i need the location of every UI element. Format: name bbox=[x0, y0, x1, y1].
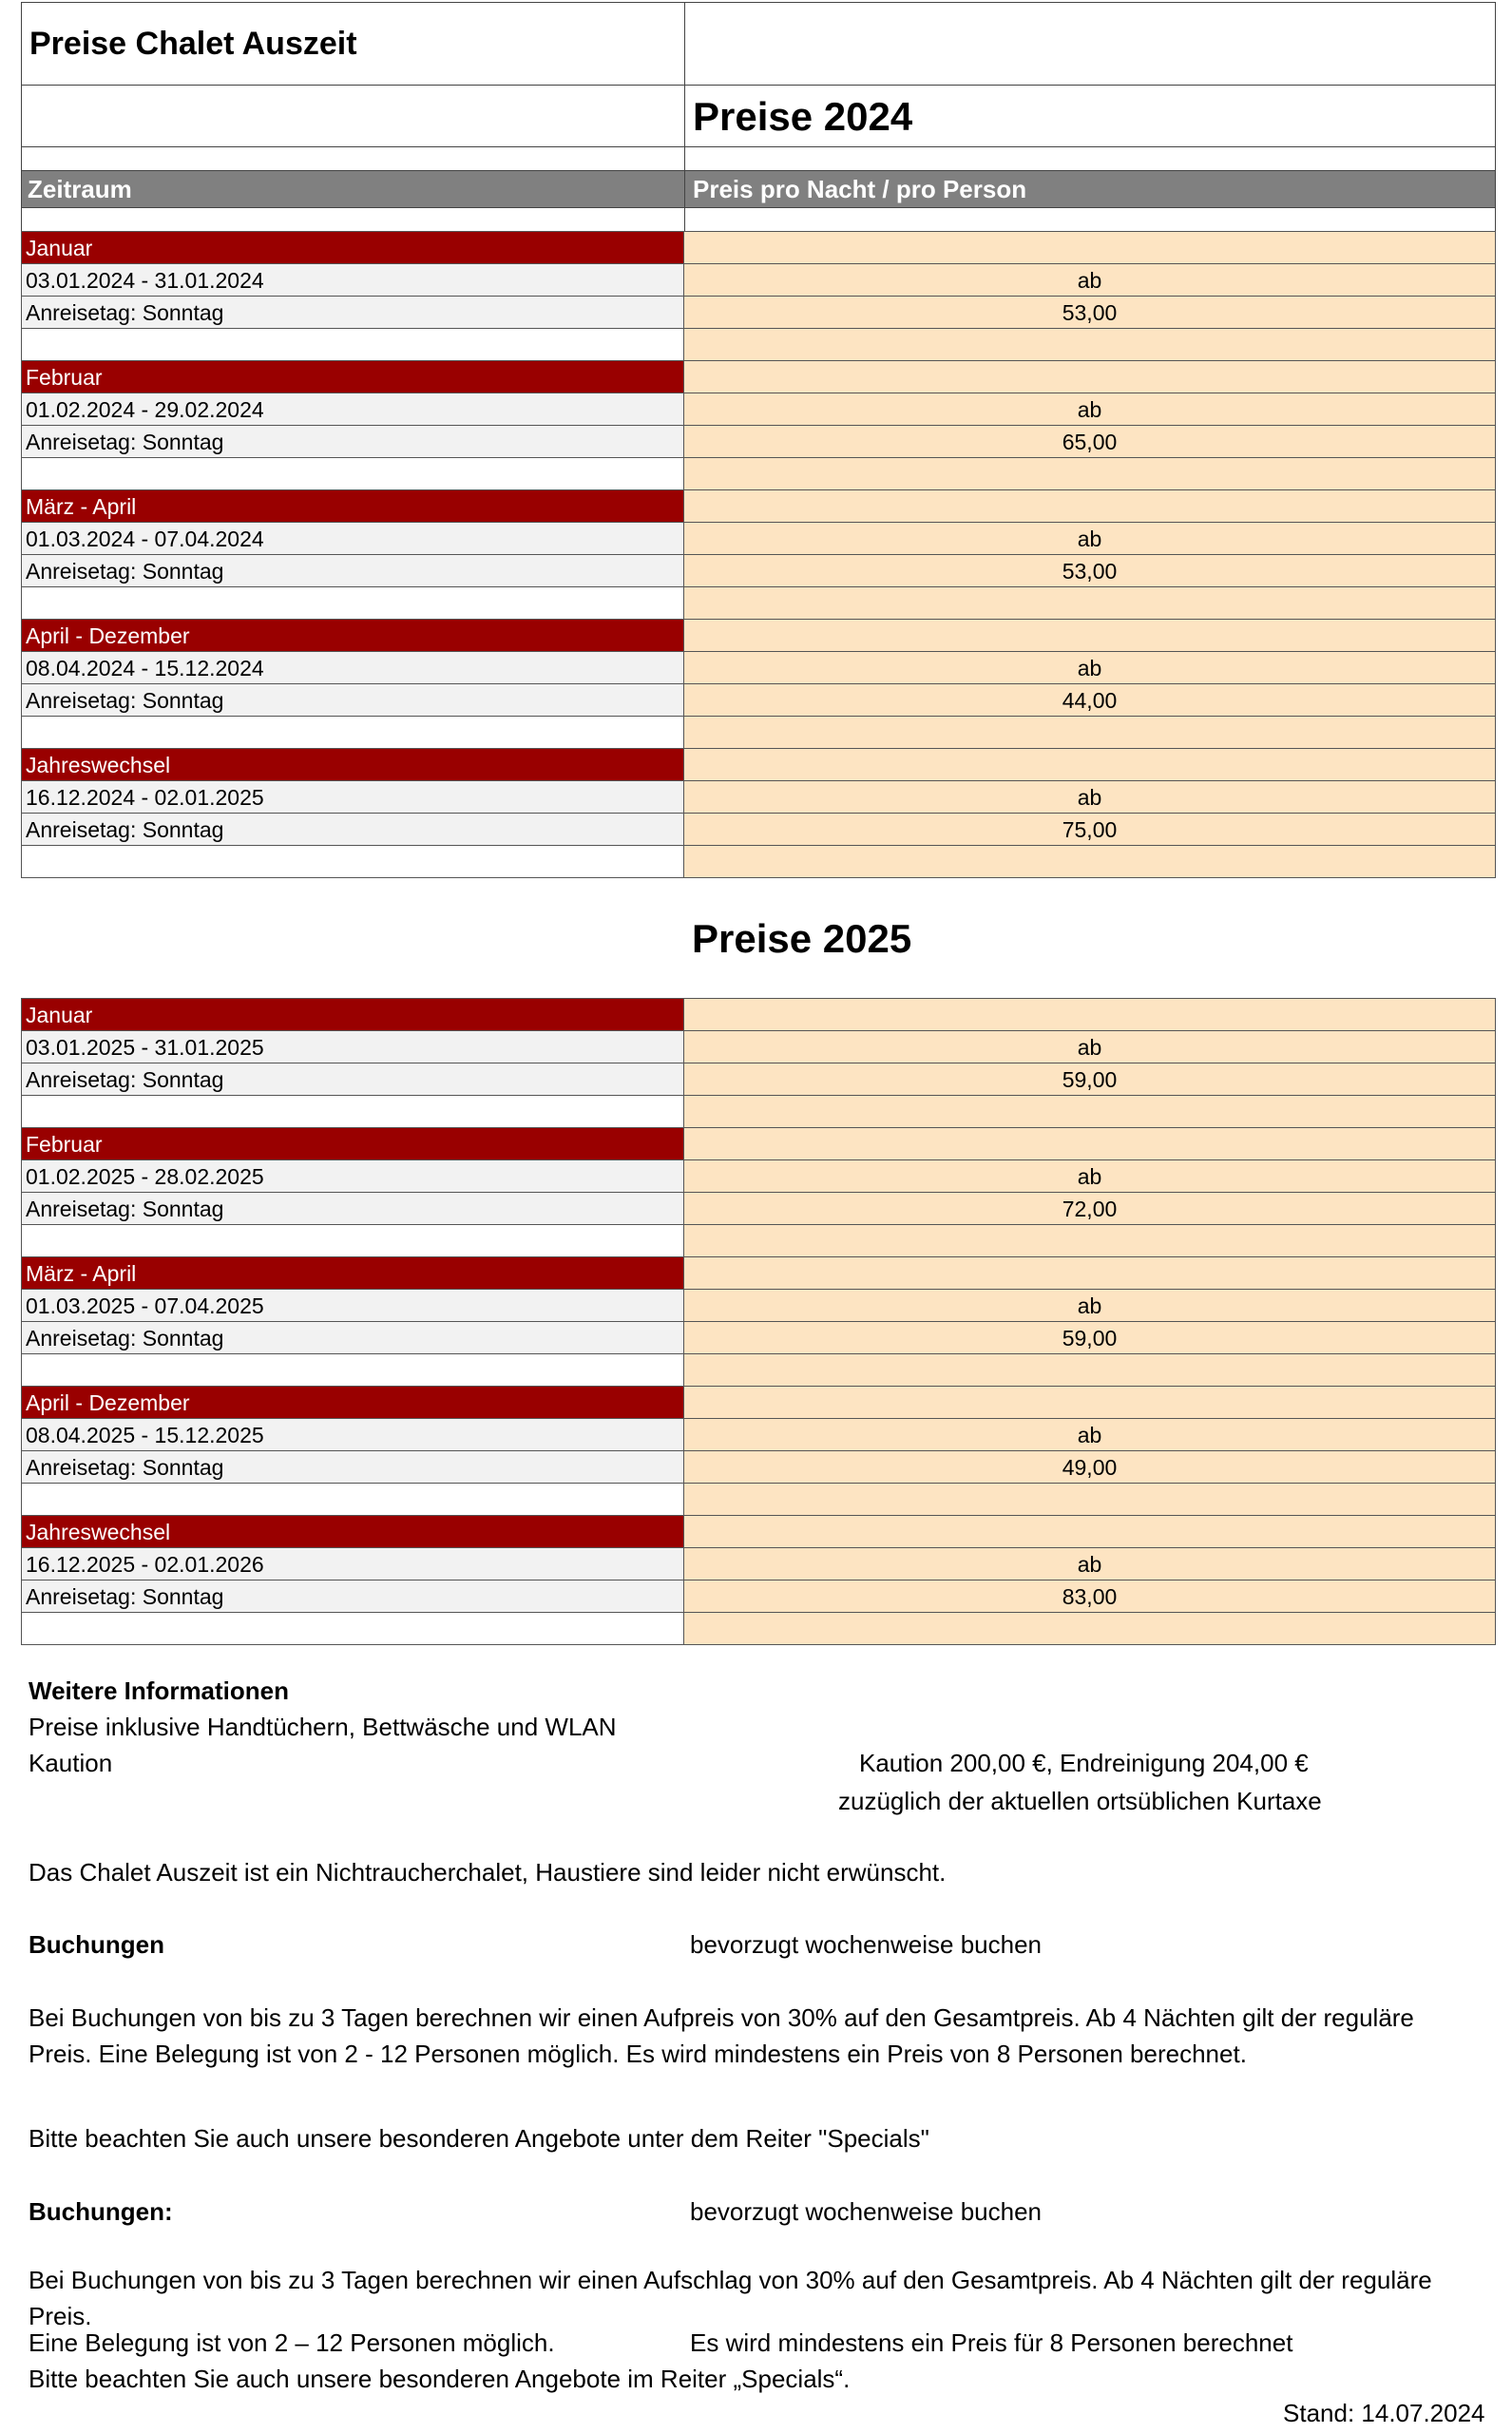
surcharge-line-2: Preis. Eine Belegung ist von 2 - 12 Personen möglich. Es wird mindestens ein Preis von 8 Personen berechnet. bbox=[29, 2040, 1247, 2068]
price-prefix: ab bbox=[684, 393, 1496, 425]
empty-cell bbox=[21, 1353, 684, 1386]
period-arrival-row bbox=[21, 554, 1496, 586]
empty-cell bbox=[21, 457, 684, 489]
period-dates-row bbox=[21, 263, 1496, 296]
period-name: Februar bbox=[21, 1127, 684, 1159]
empty-price-cell bbox=[684, 1483, 1496, 1515]
period-arrival-row bbox=[21, 683, 1496, 716]
specials-note-1: Bitte beachten Sie auch unsere besonderen Angebote unter dem Reiter "Specials" bbox=[29, 2124, 929, 2153]
period-info: Anreisetag: Sonntag bbox=[21, 1450, 684, 1483]
price-value: 75,00 bbox=[684, 813, 1496, 845]
empty-price-cell bbox=[684, 586, 1496, 619]
period-arrival-row bbox=[21, 1450, 1496, 1483]
min-price-note: Es wird mindestens ein Preis für 8 Personen berechnet bbox=[690, 2328, 1293, 2357]
empty-cell bbox=[21, 716, 684, 748]
price-prefix: ab bbox=[684, 1030, 1496, 1063]
document-title-cell bbox=[21, 2, 685, 86]
period-dates-row bbox=[21, 780, 1496, 813]
empty-price-cell bbox=[684, 619, 1496, 651]
empty-price-cell bbox=[684, 231, 1496, 263]
period-info: 01.02.2025 - 28.02.2025 bbox=[21, 1159, 684, 1192]
spacer-right-cell bbox=[684, 146, 1496, 171]
empty-price-cell bbox=[684, 1612, 1496, 1644]
period-header-row bbox=[21, 1386, 1496, 1418]
period-info: Anreisetag: Sonntag bbox=[21, 1192, 684, 1224]
price-prefix: ab bbox=[684, 1159, 1496, 1192]
empty-cell bbox=[21, 586, 684, 619]
empty-cell bbox=[21, 1095, 684, 1127]
period-name: März - April bbox=[21, 489, 684, 522]
period-name: Januar bbox=[21, 231, 684, 263]
empty-cell bbox=[21, 1483, 684, 1515]
period-header-row bbox=[21, 619, 1496, 651]
period-info: 01.03.2025 - 07.04.2025 bbox=[21, 1289, 684, 1321]
spacer-right-cell-2 bbox=[684, 207, 1496, 232]
empty-cell bbox=[21, 845, 684, 877]
column-header-preis: Preis pro Nacht / pro Person bbox=[684, 170, 1496, 208]
empty-cell bbox=[21, 1612, 684, 1644]
occupancy-note: Eine Belegung ist von 2 – 12 Personen möglich. bbox=[29, 2328, 555, 2357]
empty-price-cell bbox=[684, 1353, 1496, 1386]
stand-date: Stand: 14.07.2024 bbox=[1283, 2399, 1485, 2427]
period-info: Anreisetag: Sonntag bbox=[21, 813, 684, 845]
spacer-row bbox=[21, 586, 1496, 619]
deposit-label: Kaution bbox=[29, 1749, 113, 1777]
bookings-value-2: bevorzugt wochenweise buchen bbox=[690, 2197, 1043, 2226]
price-prefix: ab bbox=[684, 522, 1496, 554]
period-header-row bbox=[21, 1515, 1496, 1547]
year-title-2024-cell bbox=[684, 85, 1496, 147]
period-dates-row bbox=[21, 1159, 1496, 1192]
price-value: 53,00 bbox=[684, 554, 1496, 586]
period-header-row bbox=[21, 231, 1496, 263]
price-value: 65,00 bbox=[684, 425, 1496, 457]
period-dates-row bbox=[21, 393, 1496, 425]
price-value: 53,00 bbox=[684, 296, 1496, 328]
empty-price-cell bbox=[684, 328, 1496, 360]
price-prefix: ab bbox=[684, 651, 1496, 683]
price-value: 83,00 bbox=[684, 1580, 1496, 1612]
price-value: 72,00 bbox=[684, 1192, 1496, 1224]
period-info: Anreisetag: Sonntag bbox=[21, 1063, 684, 1095]
period-info: 16.12.2025 - 02.01.2026 bbox=[21, 1547, 684, 1580]
period-dates-row bbox=[21, 522, 1496, 554]
period-header-row bbox=[21, 748, 1496, 780]
deposit-value: Kaution 200,00 €, Endreinigung 204,00 € bbox=[859, 1749, 1309, 1777]
spacer-row bbox=[21, 1483, 1496, 1515]
period-arrival-row bbox=[21, 813, 1496, 845]
period-arrival-row bbox=[21, 1063, 1496, 1095]
spacer-row bbox=[21, 1224, 1496, 1256]
empty-price-cell bbox=[684, 748, 1496, 780]
period-info: 03.01.2024 - 31.01.2024 bbox=[21, 263, 684, 296]
price-prefix: ab bbox=[684, 780, 1496, 813]
surcharge-2-line-1: Bei Buchungen von bis zu 3 Tagen berechnen wir einen Aufschlag von 30% auf den Gesamtpreis. Ab 4 Nächten gilt der reguläre bbox=[29, 2266, 1432, 2294]
period-info: Anreisetag: Sonntag bbox=[21, 554, 684, 586]
surcharge-line-1: Bei Buchungen von bis zu 3 Tagen berechnen wir einen Aufpreis von 30% auf den Gesamtpreis. Ab 4 Nächten gilt der reguläre bbox=[29, 2003, 1414, 2032]
empty-cell bbox=[21, 328, 684, 360]
period-info: Anreisetag: Sonntag bbox=[21, 683, 684, 716]
bookings-label-2: Buchungen: bbox=[29, 2197, 173, 2226]
period-arrival-row bbox=[21, 1321, 1496, 1353]
period-dates-row bbox=[21, 1030, 1496, 1063]
period-header-row bbox=[21, 489, 1496, 522]
period-info: Anreisetag: Sonntag bbox=[21, 296, 684, 328]
empty-price-cell bbox=[684, 1224, 1496, 1256]
period-name: Februar bbox=[21, 360, 684, 393]
empty-price-cell bbox=[684, 489, 1496, 522]
price-value: 49,00 bbox=[684, 1450, 1496, 1483]
period-header-row bbox=[21, 360, 1496, 393]
surcharge-2-line-2: Preis. bbox=[29, 2302, 92, 2330]
year-title-2025: Preise 2025 bbox=[692, 916, 912, 961]
empty-price-cell bbox=[684, 1256, 1496, 1289]
period-arrival-row bbox=[21, 296, 1496, 328]
period-name: April - Dezember bbox=[21, 619, 684, 651]
price-value: 59,00 bbox=[684, 1321, 1496, 1353]
period-header-row bbox=[21, 1127, 1496, 1159]
empty-price-cell bbox=[684, 1515, 1496, 1547]
empty-price-cell bbox=[684, 360, 1496, 393]
spacer-row bbox=[21, 1095, 1496, 1127]
spacer-row bbox=[21, 457, 1496, 489]
spacer-left-cell-2 bbox=[21, 207, 685, 232]
spacer-row bbox=[21, 716, 1496, 748]
info-heading: Weitere Informationen bbox=[29, 1676, 290, 1705]
year-title-2024: Preise 2024 bbox=[693, 94, 913, 139]
info-included: Preise inklusive Handtüchern, Bettwäsche und WLAN bbox=[29, 1713, 617, 1741]
spacer-row bbox=[21, 328, 1496, 360]
header-empty-cell bbox=[684, 2, 1496, 86]
price-prefix: ab bbox=[684, 263, 1496, 296]
empty-price-cell bbox=[684, 716, 1496, 748]
period-info: 16.12.2024 - 02.01.2025 bbox=[21, 780, 684, 813]
spacer-left-cell bbox=[21, 146, 685, 171]
table-bottom-border bbox=[21, 1644, 1496, 1645]
period-arrival-row bbox=[21, 1192, 1496, 1224]
price-prefix: ab bbox=[684, 1418, 1496, 1450]
period-name: März - April bbox=[21, 1256, 684, 1289]
period-info: Anreisetag: Sonntag bbox=[21, 1321, 684, 1353]
period-name: April - Dezember bbox=[21, 1386, 684, 1418]
price-value: 44,00 bbox=[684, 683, 1496, 716]
empty-price-cell bbox=[684, 998, 1496, 1030]
smoking-note: Das Chalet Auszeit ist ein Nichtraucherchalet, Haustiere sind leider nicht erwünscht. bbox=[29, 1858, 947, 1887]
period-name: Jahreswechsel bbox=[21, 1515, 684, 1547]
bookings-value: bevorzugt wochenweise buchen bbox=[690, 1930, 1043, 1959]
spacer-row bbox=[21, 1612, 1496, 1644]
empty-price-cell bbox=[684, 1095, 1496, 1127]
tax-note: zuzüglich der aktuellen ortsüblichen Kurtaxe bbox=[838, 1787, 1322, 1815]
period-arrival-row bbox=[21, 1580, 1496, 1612]
empty-price-cell bbox=[684, 1386, 1496, 1418]
period-info: 08.04.2024 - 15.12.2024 bbox=[21, 651, 684, 683]
period-info: 08.04.2025 - 15.12.2025 bbox=[21, 1418, 684, 1450]
specials-note-2: Bitte beachten Sie auch unsere besonderen Angebote im Reiter „Specials“. bbox=[29, 2365, 851, 2393]
period-arrival-row bbox=[21, 425, 1496, 457]
spacer-row bbox=[21, 1353, 1496, 1386]
period-info: 03.01.2025 - 31.01.2025 bbox=[21, 1030, 684, 1063]
document-title: Preise Chalet Auszeit bbox=[29, 26, 357, 62]
period-info: 01.03.2024 - 07.04.2024 bbox=[21, 522, 684, 554]
period-dates-row bbox=[21, 651, 1496, 683]
table-bottom-border bbox=[21, 877, 1496, 878]
period-dates-row bbox=[21, 1289, 1496, 1321]
period-dates-row bbox=[21, 1418, 1496, 1450]
price-prefix: ab bbox=[684, 1289, 1496, 1321]
period-info: Anreisetag: Sonntag bbox=[21, 425, 684, 457]
period-name: Jahreswechsel bbox=[21, 748, 684, 780]
period-info: Anreisetag: Sonntag bbox=[21, 1580, 684, 1612]
column-header-zeitraum: Zeitraum bbox=[21, 170, 685, 208]
period-header-row bbox=[21, 998, 1496, 1030]
price-value: 59,00 bbox=[684, 1063, 1496, 1095]
bookings-label: Buchungen bbox=[29, 1930, 164, 1959]
empty-cell bbox=[21, 1224, 684, 1256]
period-header-row bbox=[21, 1256, 1496, 1289]
spacer-row bbox=[21, 845, 1496, 877]
period-name: Januar bbox=[21, 998, 684, 1030]
empty-price-cell bbox=[684, 845, 1496, 877]
header-empty-left-cell bbox=[21, 85, 685, 147]
empty-price-cell bbox=[684, 457, 1496, 489]
empty-price-cell bbox=[684, 1127, 1496, 1159]
price-prefix: ab bbox=[684, 1547, 1496, 1580]
period-dates-row bbox=[21, 1547, 1496, 1580]
period-info: 01.02.2024 - 29.02.2024 bbox=[21, 393, 684, 425]
